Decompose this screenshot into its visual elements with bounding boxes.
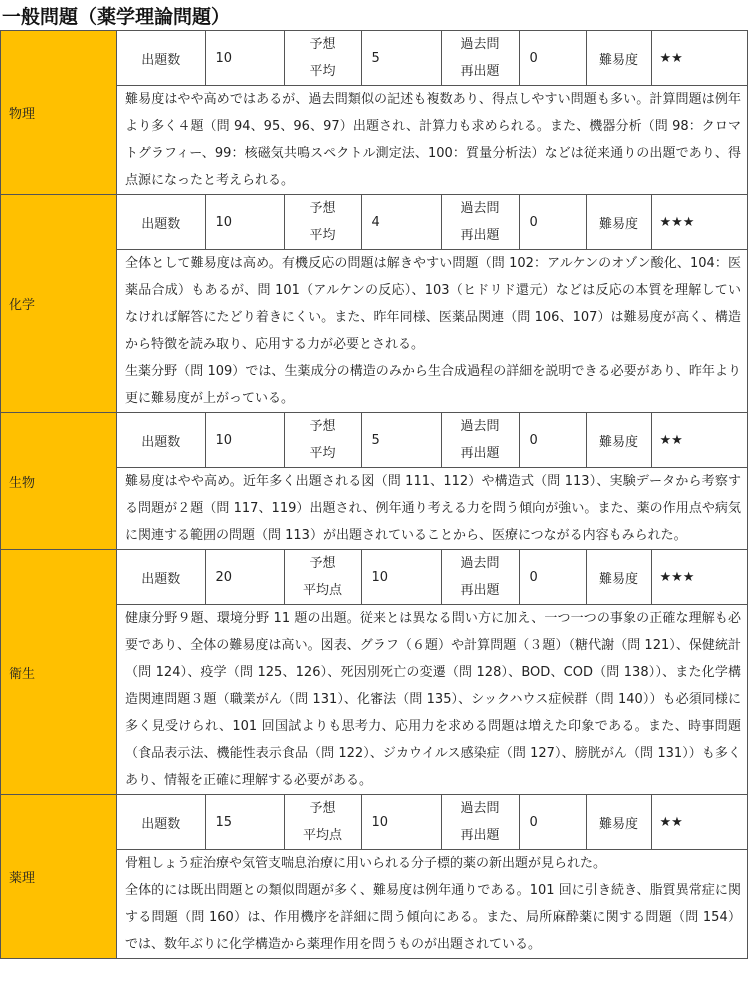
past-repeat-label-line1: 過去問 <box>460 801 500 816</box>
past-repeat-label <box>441 550 519 604</box>
page-title: 一般問題（薬学理論問題） <box>2 6 231 28</box>
analysis-table <box>0 30 748 959</box>
subject-label: 化学 <box>9 298 36 313</box>
average-value: 5 <box>361 413 441 467</box>
average-value: 10 <box>361 795 441 849</box>
past-repeat-value: 0 <box>519 31 586 85</box>
description-cell <box>117 468 748 550</box>
average-value: 10 <box>361 550 441 604</box>
difficulty-label: 難易度 <box>586 795 651 849</box>
description-paragraph: 全体として難易度は高め。有機反応の問題は解きやすい問題（問 102：アルケンのオゾン酸化、104：医薬品合成）もあるが、問 101（アルケンの反応）、103（ヒドリド還元）などは反応の本質を理解していなければ解答にたどり着きにくい。また、昨年同様、医薬品関連（問 106、107）は難易度が高く、構造から特徴を読み取り、応用する力が必要とされる。 <box>125 256 741 352</box>
stats-row <box>1 413 748 468</box>
stats-table <box>117 31 747 85</box>
description-cell <box>117 850 748 959</box>
past-repeat-label <box>441 795 519 849</box>
past-repeat-label-line2: 再出題 <box>460 446 500 461</box>
stats-table <box>117 795 747 849</box>
subject-label: 衛生 <box>9 666 36 682</box>
subject-cell <box>1 195 117 413</box>
description-cell <box>117 86 748 195</box>
difficulty-label: 難易度 <box>586 195 651 249</box>
past-repeat-label-line1: 過去問 <box>460 556 500 571</box>
average-value: 5 <box>361 31 441 85</box>
description-paragraph: 全体的には既出問題との類似問題が多く、難易度は例年通りである。101 回に引き続き、脂質異常症に関する問題（問 160）は、作用機序を詳細に問う傾向にある。また、局所麻酔薬に関する問題（問 154）では、数年ぶりに化学構造から薬理作用を問うものが出題されている。 <box>125 883 741 952</box>
past-repeat-value: 0 <box>519 195 586 249</box>
past-repeat-label-line1: 過去問 <box>460 419 500 434</box>
subject-cell <box>1 31 117 195</box>
past-repeat-label-line2: 再出題 <box>460 64 500 79</box>
count-label: 出題数 <box>117 195 205 249</box>
stats-cell <box>117 550 748 605</box>
subject-label: 生物 <box>9 475 36 491</box>
past-repeat-label <box>441 195 519 249</box>
count-value: 10 <box>205 31 284 85</box>
past-repeat-value: 0 <box>519 413 586 467</box>
average-label-line1: 予想 <box>309 201 336 216</box>
average-label-line2: 平均 <box>309 64 336 79</box>
analysis-table-wrapper <box>0 30 748 959</box>
description-cell <box>117 605 748 795</box>
average-value: 4 <box>361 195 441 249</box>
difficulty-label: 難易度 <box>586 413 651 467</box>
stats-row <box>1 31 748 86</box>
past-repeat-label <box>441 413 519 467</box>
difficulty-stars: ★★ <box>659 432 683 448</box>
past-repeat-value: 0 <box>519 795 586 849</box>
stats-table <box>117 550 747 604</box>
stats-table <box>117 195 747 249</box>
past-repeat-label-line1: 過去問 <box>460 37 500 52</box>
count-value: 10 <box>205 413 284 467</box>
past-repeat-label-line1: 過去問 <box>460 201 500 216</box>
count-value: 20 <box>205 550 284 604</box>
average-label-line1: 予想 <box>309 801 336 816</box>
average-label <box>284 413 361 467</box>
average-label-line2: 平均 <box>309 228 336 243</box>
stats-row <box>1 195 748 250</box>
count-label: 出題数 <box>117 31 205 85</box>
description-paragraph: 難易度はやや高め。近年多く出題される図（問 111、112）や構造式（問 113）、実験データから考察する問題が２題（問 117、119）出題され、例年通り考える力を問う傾向が強い。また、薬の作用点や病気に関連する範囲の問題（問 113）が出題されていることから、医療につながる内容もみられた。 <box>125 474 741 543</box>
average-label <box>284 550 361 604</box>
past-repeat-label-line2: 再出題 <box>460 228 500 243</box>
count-value: 15 <box>205 795 284 849</box>
stats-cell <box>117 795 748 850</box>
difficulty-label: 難易度 <box>586 550 651 604</box>
difficulty-stars: ★★ <box>659 50 683 66</box>
average-label-line2: 平均点 <box>302 583 342 598</box>
average-label-line2: 平均 <box>309 446 336 461</box>
description-paragraph: 生薬分野（問 109）では、生薬成分の構造のみから生合成過程の詳細を説明できる必要があり、昨年より更に難易度が上がっている。 <box>125 364 741 406</box>
stats-cell <box>117 31 748 86</box>
subject-cell <box>1 413 117 550</box>
difficulty-stars: ★★★ <box>659 214 695 230</box>
past-repeat-value: 0 <box>519 550 586 604</box>
description-cell <box>117 250 748 413</box>
past-repeat-label-line2: 再出題 <box>460 828 500 843</box>
average-label-line1: 予想 <box>309 419 336 434</box>
difficulty-stars: ★★ <box>659 814 683 830</box>
stats-cell <box>117 413 748 468</box>
subject-cell <box>1 795 117 959</box>
difficulty-stars: ★★★ <box>659 569 695 585</box>
average-label <box>284 195 361 249</box>
stats-row <box>1 550 748 605</box>
count-label: 出題数 <box>117 550 205 604</box>
description-paragraph: 骨粗しょう症治療や気管支喘息治療に用いられる分子標的薬の新出題が見られた。 <box>125 856 607 871</box>
average-label-line1: 予想 <box>309 556 336 571</box>
average-label <box>284 795 361 849</box>
stats-table <box>117 413 747 467</box>
subject-label: 物理 <box>9 107 36 122</box>
subject-cell <box>1 550 117 795</box>
count-label: 出題数 <box>117 413 205 467</box>
count-label: 出題数 <box>117 795 205 849</box>
difficulty-label: 難易度 <box>586 31 651 85</box>
stats-cell <box>117 195 748 250</box>
subject-label: 薬理 <box>9 871 36 886</box>
average-label-line1: 予想 <box>309 37 336 52</box>
description-paragraph: 難易度はやや高めではあるが、過去問類似の記述も複数あり、得点しやすい問題も多い。計算問題は例年より多く４題（問 94、95、96、97）出題され、計算力も求められる。また、機器分析（問 98：クロマトグラフィー、99：核磁気共鳴スペクトル測定法、100：質量分析法）などは従来通りの出題であり、得点源になったと考えられる。 <box>125 92 741 188</box>
stats-row <box>1 795 748 850</box>
past-repeat-label <box>441 31 519 85</box>
past-repeat-label-line2: 再出題 <box>460 583 500 598</box>
average-label <box>284 31 361 85</box>
description-paragraph: 健康分野９題、環境分野 11 題の出題。従来とは異なる問い方に加え、一つ一つの事象の正確な理解も必要であり、全体の難易度は高い。図表、グラフ（６題）や計算問題（３題）（糖代謝（問 121）、保健統計（問 124）、疫学（問 125、126）、死因別死亡の変遷（問 128）、BOD、COD（問 138））、また化学構造関連問題３題（職業がん（問 131）、化審法（問 135）、シックハウス症候群（問 140））も必須同様に多く見受けられ、101 回国試よりも思考力、応用力を求める問題は増えた印象である。また、時事問題（食品表示法、機能性表示食品（問 122）、ジカウイルス感染症（問 127）、膀胱がん（問 131））も多くあり、情報を正確に理解する必要がある。 <box>125 611 741 788</box>
count-value: 10 <box>205 195 284 249</box>
average-label-line2: 平均点 <box>302 828 342 843</box>
